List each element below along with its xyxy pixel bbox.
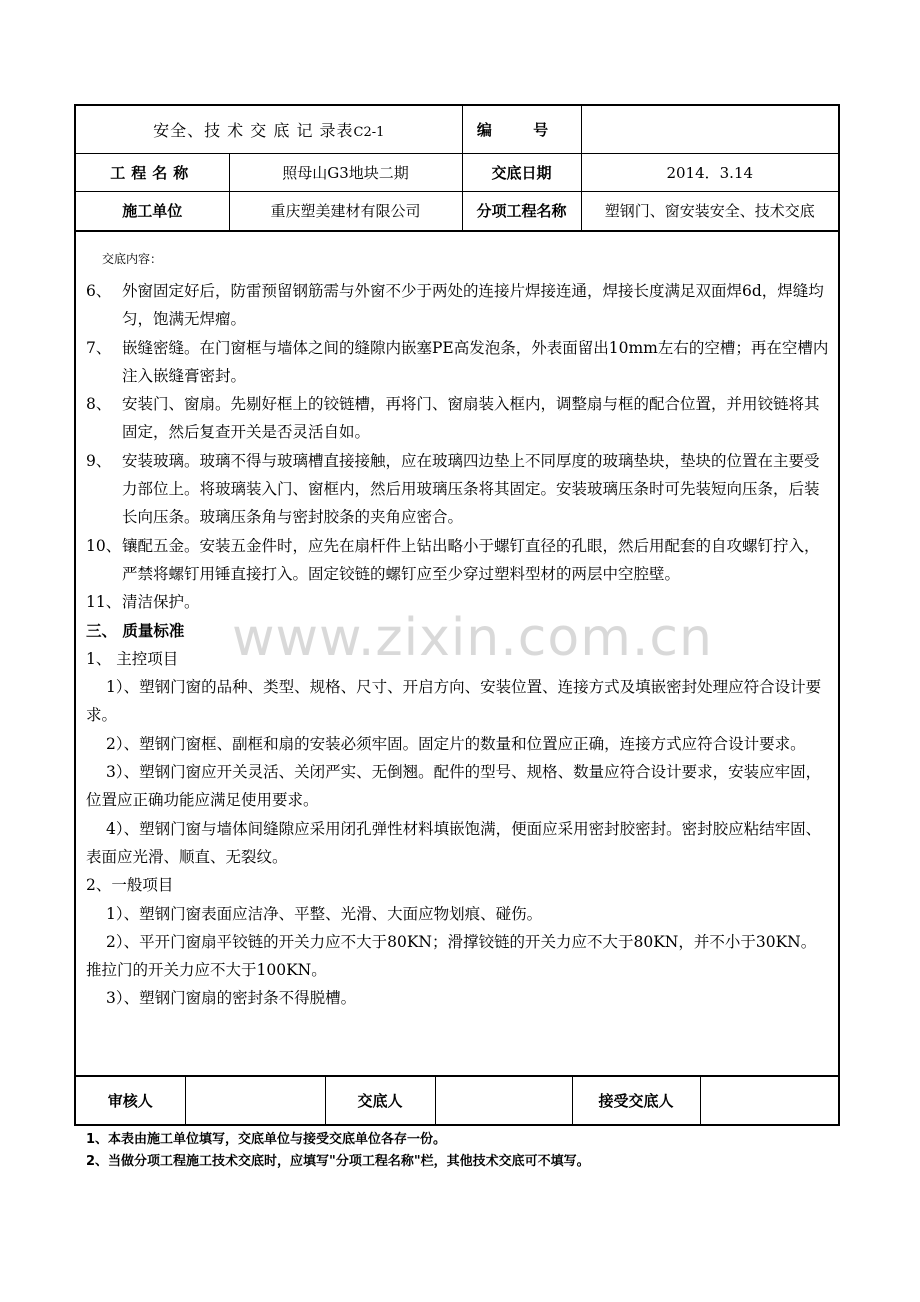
section-title: 三、 质量标准 [86,621,185,640]
receiver-label: 接受交底人 [572,1076,700,1124]
contractor-label: 施工单位 [76,191,229,231]
form-title-cell [76,106,462,153]
form-header-table [76,106,838,232]
item-number: 8、 [86,395,112,414]
item-number: 7、 [86,338,112,357]
disclosure-form [74,104,840,1126]
form-title: 安全、技 术 交 底 记 录表 [153,120,354,140]
general-title: 2、一般项目 [86,876,174,895]
reviewer-value[interactable] [185,1076,325,1124]
main-control-title: 1、 主控项目 [86,649,179,668]
item-text: 嵌缝密缝。在门窗框与墙体之间的缝隙内嵌塞PE高发泡条，外表面留出10mm左右的空槽；再在空槽内注入嵌缝膏密封。 [122,338,829,385]
content-intro: 交底内容： [102,252,163,266]
general-item: 2）、平开门窗扇平铰链的开关力应不大于80KN；滑撑铰链的开关力应不大于80KN，并不小于30KN。推拉门的开关力应不大于100KN。 [86,932,817,980]
item-number: 6、 [86,282,112,300]
signature-table [76,1075,838,1124]
item-text: 镶配五金。安装五金件时，应先在扇杆件上钻出略小于螺钉直径的孔眼，然后用配套的自攻螺钉拧入，严禁将螺钉用锤直接打入。固定铰链的螺钉应至少穿过塑料型材的两层中空腔壁。 [122,536,820,583]
list-item [86,390,830,447]
list-item [86,588,830,616]
item-text: 外窗固定好后，防雷预留钢筋需与外窗不少于两处的连接片焊接连通，焊接长度满足双面焊6d，焊缝均匀，饱满无焊瘤。 [122,282,824,329]
discloser-value[interactable] [435,1076,572,1124]
form-notes [86,1129,590,1173]
watermark: www.zixin.com.cn [232,608,713,668]
general-item: 3）、塑钢门窗扇的密封条不得脱槽。 [106,989,357,1008]
item-number: 10、 [86,536,122,555]
item-text: 安装门、窗扇。先剔好框上的铰链槽，再将门、窗扇装入框内，调整扇与框的配合位置，并用铰链将其固定，然后复查开关是否灵活自如。 [122,395,820,442]
item-text: 安装玻璃。玻璃不得与玻璃槽直接接触，应在玻璃四边垫上不同厚度的玻璃垫块，垫块的位置在主要受力部位上。将玻璃装入门、窗框内，然后用玻璃压条将其固定。安装玻璃压条时可先装短向压条，后装长向压条。玻璃压条角与密封胶条的夹角应密合。 [122,451,820,527]
project-name-label: 工程名称 [76,153,229,191]
list-item [86,532,830,589]
form-code: C2-1 [353,124,385,140]
main-control-item: 3）、塑钢门窗应开关灵活、关闭严实、无倒翘。配件的型号、规格、数量应符合设计要求，安装应牢固，位置应正确功能应满足使用要求。 [86,763,822,810]
note-line: 1、本表由施工单位填写，交底单位与接受交底单位各存一份。 [86,1132,447,1147]
note-line: 2、当做分项工程施工技术交底时，应填写"分项工程名称"栏，其他技术交底可不填写。 [86,1154,590,1169]
main-control-item: 1）、塑钢门窗的品种、类型、规格、尺寸、开启方向、安装位置、连接方式及填嵌密封处理应符合设计要求。 [86,678,822,725]
date-label: 交底日期 [462,153,581,191]
list-item [86,334,830,391]
number-label: 编 号 [462,106,581,153]
main-control-item: 2）、塑钢门窗框、副框和扇的安装必须牢固。固定片的数量和位置应正确，连接方式应符合设计要求。 [106,734,806,753]
subproject-label: 分项工程名称 [462,191,581,231]
date-value[interactable]: 2014．3.14 [581,153,838,191]
number-value[interactable] [581,106,838,153]
project-name-value[interactable]: 照母山G3地块二期 [229,153,462,191]
item-text: 清洁保护。 [122,593,200,612]
reviewer-label: 审核人 [76,1076,185,1124]
general-item: 1）、塑钢门窗表面应洁净、平整、光滑、大面应物划痕、碰伤。 [106,904,543,923]
discloser-label: 交底人 [325,1076,435,1124]
disclosure-content [76,233,838,1077]
item-number: 9、 [86,451,112,470]
item-number: 11、 [86,593,122,612]
subproject-value[interactable]: 塑钢门、窗安装安全、技术交底 [581,191,838,231]
contractor-value[interactable]: 重庆塑美建材有限公司 [229,191,462,231]
list-item [86,277,830,334]
receiver-value[interactable] [700,1076,838,1124]
list-item [86,447,830,532]
main-control-item: 4）、塑钢门窗与墙体间缝隙应采用闭孔弹性材料填嵌饱满，便面应采用密封胶密封。密封胶应粘结牢固、表面应光滑、顺直、无裂纹。 [86,819,822,866]
